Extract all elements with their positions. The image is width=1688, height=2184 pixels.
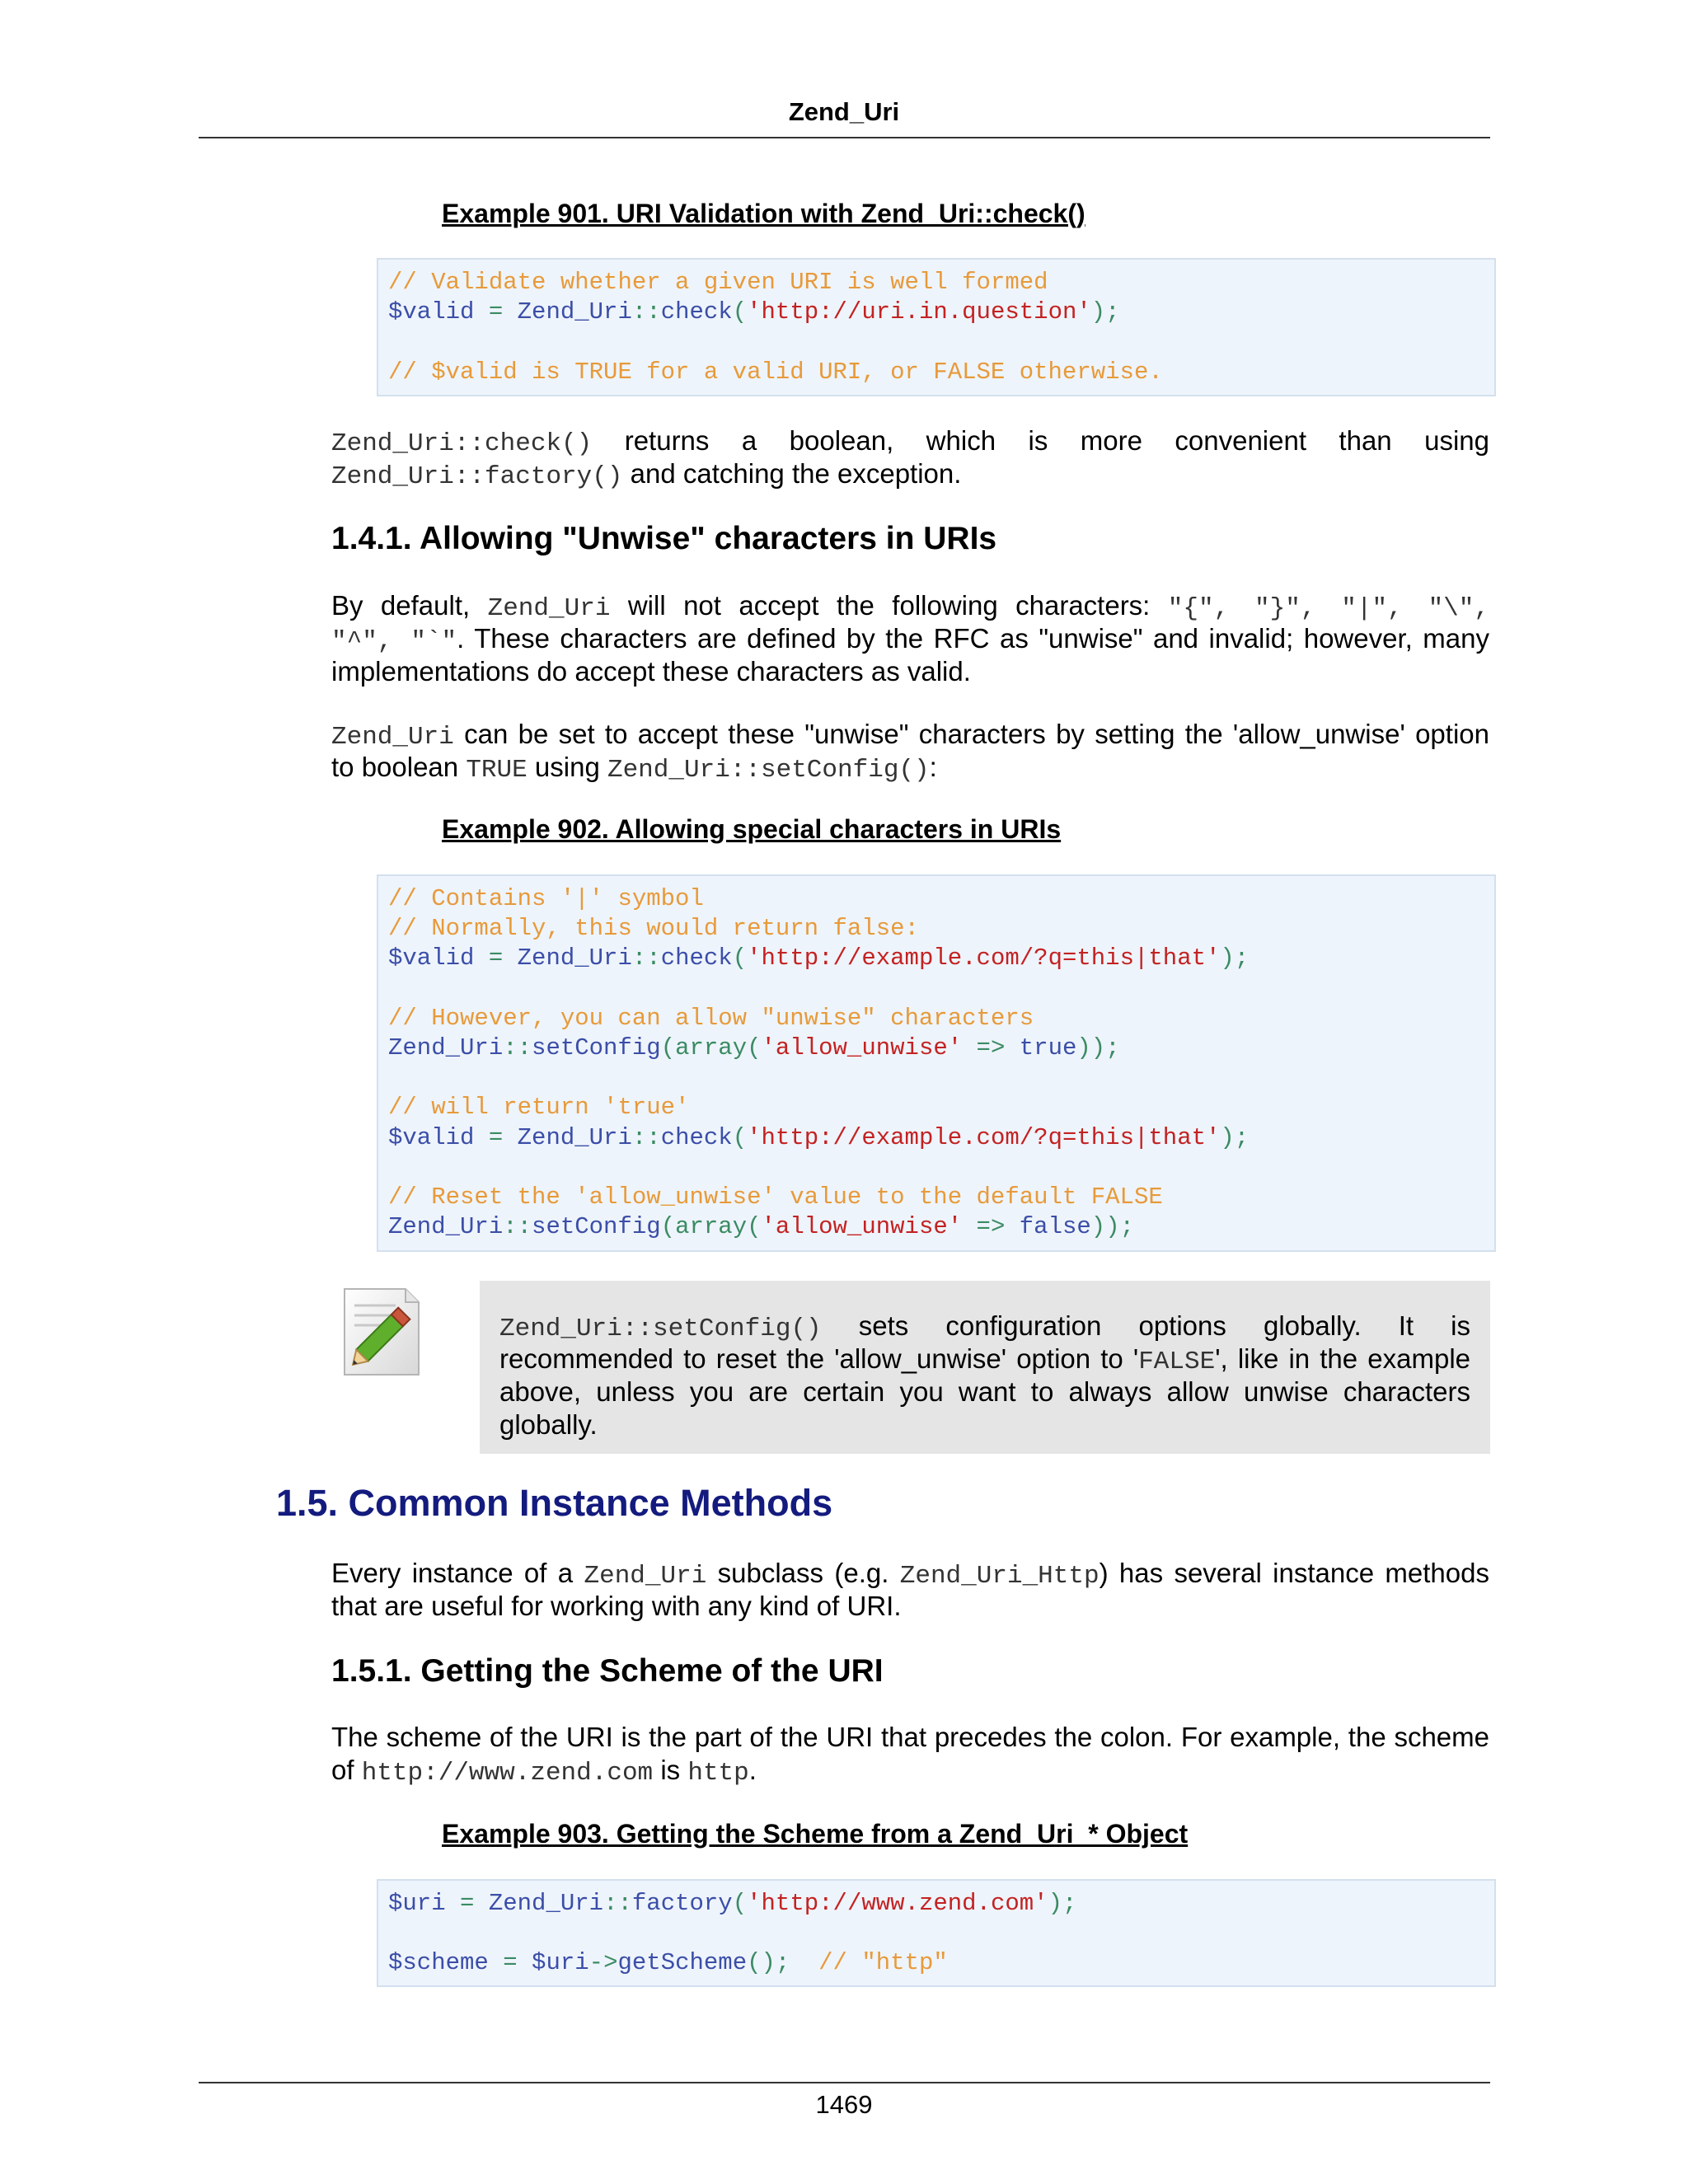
section-1-5-heading: 1.5. Common Instance Methods (276, 1482, 833, 1524)
paragraph-check-returns: Zend_Uri::check() returns a boolean, which is more convenient than using Zend_Uri::factory() and catching the exception. (331, 425, 1489, 491)
code-comment: // Validate whether a given URI is well formed (388, 269, 1048, 296)
example-902-title: Example 902. Allowing special characters in URIs (442, 814, 1062, 844)
paragraph-scheme: The scheme of the URI is the part of the URI that precedes the colon. For example, the scheme of http://www.zend.com is http. (331, 1722, 1489, 1788)
example-901-code: // Validate whether a given URI is well formed $valid = Zend_Uri::check('http://uri.in.question'); // $valid is TRUE for a valid URI, or FALSE otherwise. (377, 258, 1496, 396)
footer-rule (199, 2082, 1490, 2083)
example-902-code: // Contains '|' symbol // Normally, this would return false: $valid = Zend_Uri::check('http://example.com/?q=this|that'); // However, you can allow "unwise" characters Zend_Uri::setConfig(array('allow_unwise' => true)); // will return 'true' $valid = Zend_Uri::check('http://example.com/?q=this|that'); // Reset the 'allow_unwise' value to the default FALSE Zend_Uri::setConfig(array('allow_unwise' => false)); (377, 874, 1496, 1252)
section-1-5-1-heading: 1.5.1. Getting the Scheme of the URI (331, 1653, 884, 1689)
paragraph-instance-methods: Every instance of a Zend_Uri subclass (e.g. Zend_Uri_Http) has several instance methods that are useful for working with any kind of URI. (331, 1558, 1489, 1621)
paragraph-set-config: Zend_Uri can be set to accept these "unwise" characters by setting the 'allow_unwise' option to boolean TRUE using Zend_Uri::setConfig(): (331, 719, 1489, 785)
example-901-title: Example 901. URI Validation with Zend_Uri::check() (442, 199, 1085, 228)
section-1-4-1-heading: 1.4.1. Allowing "Unwise" characters in URIs (331, 521, 997, 556)
header-rule (199, 137, 1490, 138)
code-comment: // $valid is TRUE for a valid URI, or FALSE otherwise. (388, 358, 1163, 386)
paragraph-unwise-chars: By default, Zend_Uri will not accept the following characters: "{", "}", "|", "\", "^", "`". These characters are defined by the RFC as "unwise" and invalid; however, many implementations do accept these characters as valid. (331, 590, 1490, 687)
page-number: 1469 (815, 2090, 873, 2119)
note-text: Zend_Uri::setConfig() sets configuration options globally. It is recommended to reset the 'allow_unwise' option to 'FALSE', like in the example above, unless you are certain you want to always allow unwise characters globally. (499, 1310, 1470, 1440)
example-903-code: $uri = Zend_Uri::factory('http://www.zend.com'); $scheme = $uri->getScheme(); // "http" (377, 1879, 1496, 1987)
example-903-title: Example 903. Getting the Scheme from a Zend_Uri_* Object (442, 1819, 1189, 1849)
note-pencil-icon (338, 1286, 424, 1383)
running-header: Zend_Uri (788, 97, 900, 126)
